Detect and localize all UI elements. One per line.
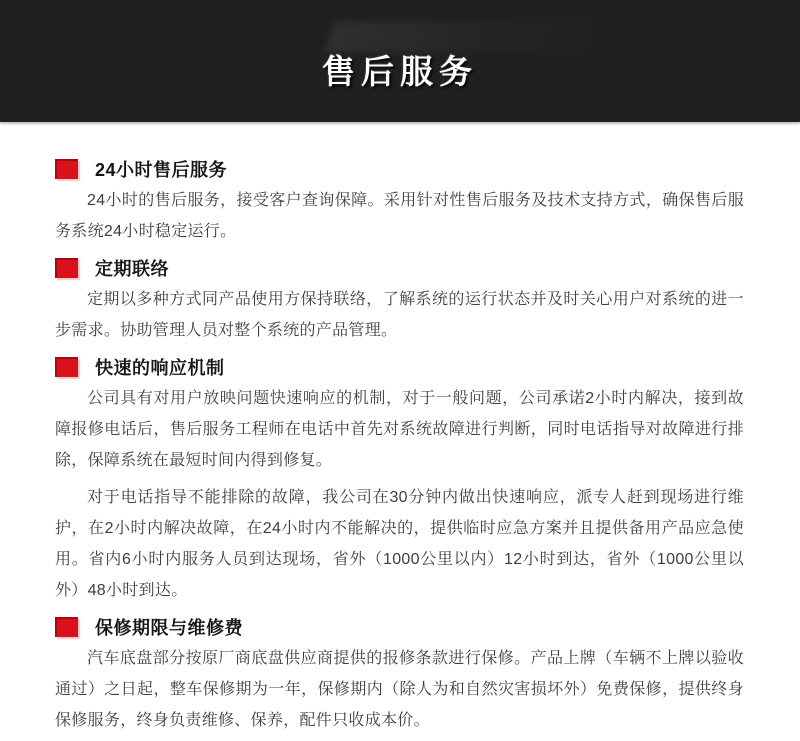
section-heading-row: [55, 255, 744, 281]
section-heading: 快速的响应机制: [95, 358, 225, 378]
section-paragraph: 定期以多种方式同产品使用方保持联络，了解系统的运行状态并及时关心用户对系统的进一步需求。协助管理人员对整个系统的产品管理。: [55, 291, 744, 339]
red-square-bullet-icon: [55, 357, 78, 377]
section-heading-row: [55, 354, 744, 380]
page-title: 售后服务: [322, 52, 478, 90]
red-square-bullet-icon: [55, 617, 78, 637]
section-paragraph: 公司具有对用户放映问题快速响应的机制，对于一般问题，公司承诺2小时内解决，接到故障报修电话后，售后服务工程师在电话中首先对系统故障进行判断，同时电话指导对故障进行排除，保障系统在最短时间内得到修复。: [55, 390, 744, 469]
page-banner: [0, 0, 800, 122]
content-area: [0, 122, 800, 736]
section-24h-service: [55, 156, 744, 247]
section-heading: 保修期限与维修费: [95, 618, 243, 638]
section-heading-row: [55, 156, 744, 182]
section-paragraph: 24小时的售后服务，接受客户查询保障。采用针对性售后服务及技术支持方式，确保售后服务系统24小时稳定运行。: [55, 192, 744, 240]
section-regular-contact: [55, 255, 744, 346]
section-heading: 定期联络: [95, 259, 169, 279]
section-paragraph: 对于电话指导不能排除的故障，我公司在30分钟内做出快速响应，派专人赶到现场进行维护，在2小时内解决故障，在24小时内不能解决的，提供临时应急方案并且提供备用产品应急使用。省内6小时内服务人员到达现场，省外（1000公里以内）12小时到达，省外（1000公里以外）48小时到达。: [55, 489, 744, 599]
section-rapid-response: [55, 354, 744, 606]
section-heading-row: [55, 614, 744, 640]
red-square-bullet-icon: [55, 258, 78, 278]
section-body: [55, 185, 744, 247]
section-paragraph: 汽车底盘部分按原厂商底盘供应商提供的报修条款进行保修。产品上牌（车辆不上牌以验收通过）之日起，整车保修期为一年，保修期内（除人为和自然灾害损坏外）免费保修，提供终身保修服务，终身负责维修、保养，配件只收成本价。: [55, 650, 744, 729]
red-square-bullet-icon: [55, 159, 78, 179]
section-warranty-terms: [55, 614, 744, 736]
section-heading: 24小时售后服务: [95, 160, 228, 180]
section-body: [55, 643, 744, 736]
section-body: [55, 284, 744, 346]
section-body: [55, 383, 744, 606]
